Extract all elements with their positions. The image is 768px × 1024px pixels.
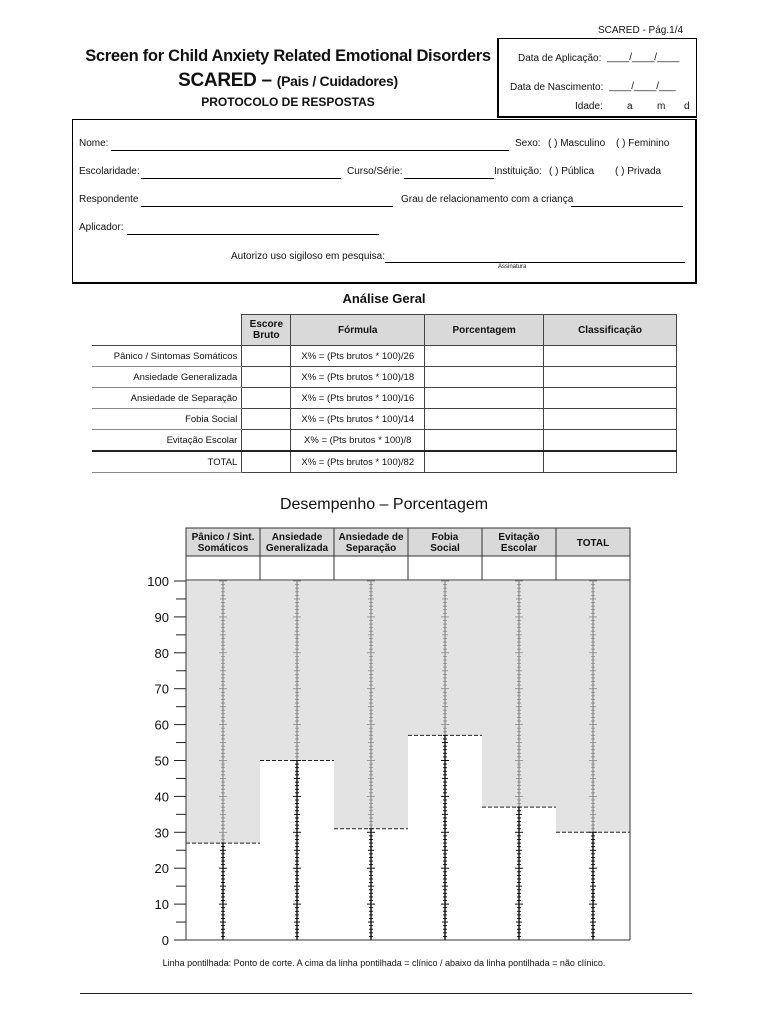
category-label: Ansiedade de Separação — [92, 388, 242, 409]
chart-entry-cell — [334, 556, 408, 580]
name-field[interactable] — [111, 150, 509, 151]
application-date-label: Data de Aplicação: — [518, 53, 602, 64]
chart-entry-cell — [408, 556, 482, 580]
classification-cell[interactable] — [544, 367, 677, 388]
chart-category-label: Escolar — [500, 543, 538, 554]
grade-label: Curso/Série: — [347, 166, 403, 177]
scared-title: SCARED — [178, 70, 257, 91]
header-classification: Classificação — [544, 315, 677, 346]
percentage-cell[interactable] — [425, 451, 544, 473]
formula-cell: X% = (Pts brutos * 100)/14 — [291, 409, 425, 430]
age-years: a — [627, 101, 633, 112]
header-percentage: Porcentagem — [425, 315, 544, 346]
y-axis-label: 30 — [154, 825, 169, 841]
relationship-field[interactable] — [571, 206, 683, 207]
chart-category-label: Somáticos — [197, 543, 249, 554]
table-row — [92, 346, 677, 367]
age-days: d — [684, 101, 690, 112]
classification-cell[interactable] — [544, 388, 677, 409]
date-box — [497, 38, 697, 118]
institution-private-option[interactable]: ( ) Privada — [615, 166, 662, 177]
y-axis-label: 100 — [147, 574, 169, 589]
chart-category-label: Social — [430, 543, 460, 554]
applicator-label: Aplicador: — [79, 222, 124, 233]
birth-date-field[interactable]: ____/____/___ — [609, 81, 676, 92]
chart-entry-cell — [556, 556, 630, 580]
grade-field[interactable] — [404, 178, 494, 179]
protocol-title: PROTOCOLO DE RESPOSTAS — [201, 95, 375, 109]
footnote: Linha pontilhada: Ponto de corte. A cima da linha pontilhada = clínico / abaixo da linha pontilhada = não clínico. — [162, 958, 606, 968]
analysis-table — [92, 314, 677, 473]
relationship-label: Grau de relacionamento com a criança — [401, 194, 574, 205]
category-label: Ansiedade Generalizada — [92, 367, 242, 388]
table-row — [92, 409, 677, 430]
table-corner — [92, 315, 242, 346]
respondent-field[interactable] — [141, 206, 393, 207]
chart-category-label: Fobia — [431, 532, 459, 543]
signature-label: Assinatura — [498, 264, 527, 270]
raw-score-cell[interactable] — [242, 409, 291, 430]
y-axis-label: 70 — [154, 681, 169, 697]
applicator-field[interactable] — [127, 234, 379, 235]
header-raw-score: Escore Bruto — [242, 315, 291, 346]
header-formula: Fórmula — [291, 315, 425, 346]
percentage-cell[interactable] — [425, 346, 544, 367]
chart-category-label: Pânico / Sint. — [191, 532, 255, 543]
birth-date-label: Data de Nascimento: — [510, 82, 604, 93]
table-row — [92, 430, 677, 452]
formula-cell: X% = (Pts brutos * 100)/16 — [291, 388, 425, 409]
chart-title: Desempenho – Porcentagem — [279, 496, 489, 513]
y-axis-label: 0 — [161, 933, 169, 948]
chart-category-label: Evitação — [498, 532, 540, 543]
raw-score-cell[interactable] — [242, 430, 291, 452]
chart-category-label: Ansiedade de — [338, 532, 404, 543]
table-row — [92, 388, 677, 409]
schooling-field[interactable] — [141, 178, 341, 179]
respondent-type: (Pais / Cuidadores) — [276, 73, 398, 89]
table-row — [92, 367, 677, 388]
title-dash: – — [256, 70, 277, 91]
raw-score-cell[interactable] — [242, 346, 291, 367]
chart-entry-cell — [186, 556, 260, 580]
y-axis-label: 80 — [154, 645, 169, 661]
sex-male-option[interactable]: ( ) Masculino — [548, 138, 606, 149]
name-label: Nome: — [79, 138, 109, 149]
raw-score-cell[interactable] — [242, 367, 291, 388]
page-number: SCARED - Pág.1/4 — [598, 25, 684, 36]
chart-category-label: Separação — [345, 543, 397, 554]
age-months: m — [657, 101, 666, 112]
percentage-cell[interactable] — [425, 430, 544, 452]
y-axis-label: 50 — [154, 753, 169, 769]
performance-chart — [120, 520, 640, 950]
category-label: Fobia Social — [92, 409, 242, 430]
y-axis-label: 90 — [154, 609, 169, 625]
chart-category-label: TOTAL — [576, 538, 610, 549]
consent-label: Autorizo uso sigiloso em pesquisa: — [231, 251, 385, 262]
percentage-cell[interactable] — [425, 388, 544, 409]
classification-cell[interactable] — [544, 409, 677, 430]
category-label: TOTAL — [92, 451, 242, 473]
schooling-label: Escolaridade: — [79, 166, 140, 177]
sex-label: Sexo: — [515, 138, 541, 149]
y-axis-label: 60 — [154, 717, 169, 733]
table-row-total — [92, 451, 677, 473]
formula-cell: X% = (Pts brutos * 100)/82 — [291, 451, 425, 473]
formula-cell: X% = (Pts brutos * 100)/18 — [291, 367, 425, 388]
formula-cell: X% = (Pts brutos * 100)/8 — [291, 430, 425, 452]
chart-entry-cell — [482, 556, 556, 580]
form-subtitle — [72, 70, 504, 92]
y-axis-label: 10 — [154, 897, 169, 913]
analysis-title: Análise Geral — [342, 291, 426, 306]
institution-public-option[interactable]: ( ) Pública — [549, 166, 595, 177]
form-title: Screen for Child Anxiety Related Emotional Disorders — [85, 47, 491, 65]
application-date-field[interactable]: ____/____/____ — [607, 52, 680, 63]
raw-score-cell[interactable] — [242, 451, 291, 473]
sex-female-option[interactable]: ( ) Feminino — [616, 138, 670, 149]
respondent-label: Respondente — [79, 194, 139, 205]
y-axis-label: 40 — [154, 789, 169, 805]
raw-score-cell[interactable] — [242, 388, 291, 409]
percentage-cell[interactable] — [425, 367, 544, 388]
y-axis-label: 20 — [154, 861, 169, 877]
classification-cell[interactable] — [544, 346, 677, 367]
category-label: Pânico / Sintomas Somáticos — [92, 346, 242, 367]
signature-field[interactable] — [385, 262, 685, 263]
category-label: Evitação Escolar — [92, 430, 242, 452]
chart-entry-cell — [260, 556, 334, 580]
formula-cell: X% = (Pts brutos * 100)/26 — [291, 346, 425, 367]
age-label: Idade: — [575, 101, 603, 112]
institution-label: Instituição: — [494, 166, 542, 177]
identification-box — [72, 119, 697, 284]
percentage-cell[interactable] — [425, 409, 544, 430]
classification-cell[interactable] — [544, 430, 677, 452]
classification-cell[interactable] — [544, 451, 677, 473]
chart-category-label: Ansiedade — [271, 532, 323, 543]
page-bottom-rule — [80, 993, 692, 994]
chart-category-label: Generalizada — [265, 543, 329, 554]
